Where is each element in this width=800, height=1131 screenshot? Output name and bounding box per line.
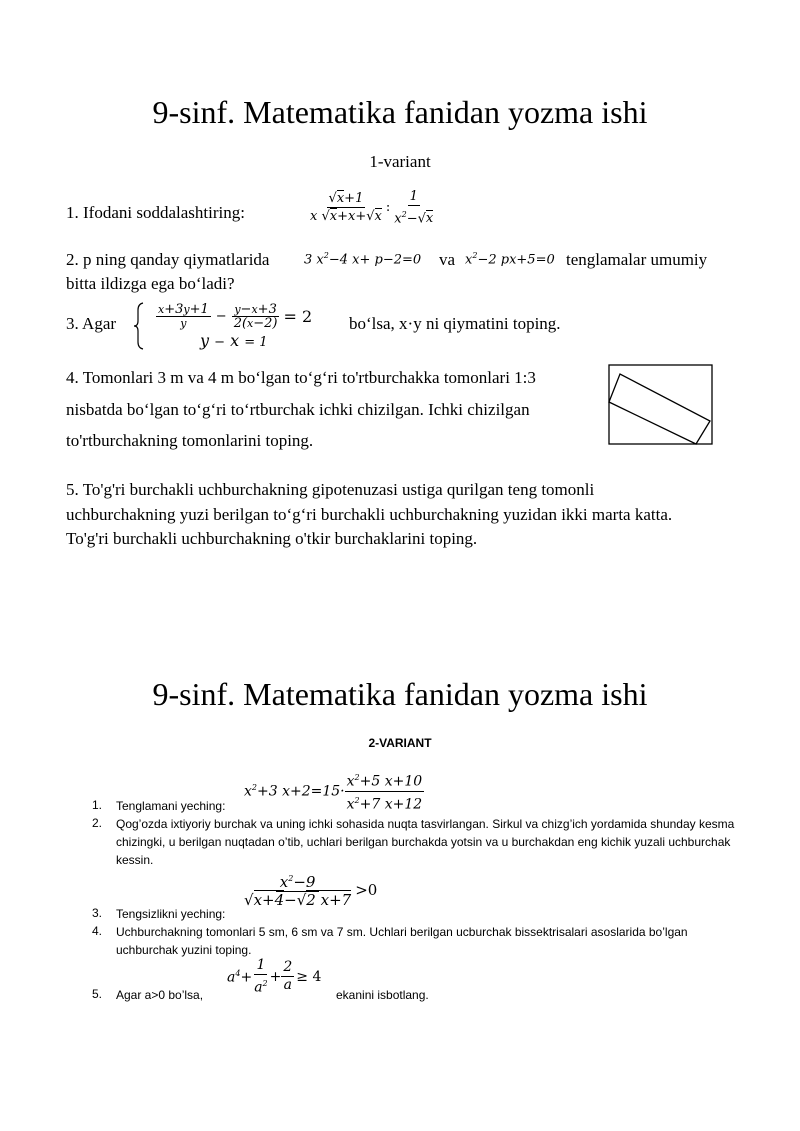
question-4-line-2: nisbatda bo‘lgan to‘g‘ri to‘rtburchak ichki chizilgan. Ichki chizilgan (66, 400, 530, 419)
question-3-prefix: 3. Agar (66, 314, 117, 333)
item-5-number: 5. (92, 987, 103, 1001)
question-2-equation-2: $x^2-2$ px+5=0 (465, 251, 555, 268)
variant2-subtitle: 2-VARIANT (368, 736, 432, 750)
system-equation-1: $\frac{x+3y+1}{y}$ − $\frac{y-x+3}{2(x-2)}$ = 2 (158, 302, 313, 331)
item-1-equation: $x^2+3$ x+2=15· $\frac{x^2+5 x+10}{x^2+7 x+12}$ (244, 769, 424, 813)
question-2-equation-1: 3 $x^2-4$ x+ p−2=0 (304, 251, 422, 268)
question-5-line-1: 5. To'g'ri burchakli uchburchakning gipotenuzasi ustiga qurilgan teng tomonli (66, 480, 595, 499)
variant1-title: 9-sinf. Matematika fanidan yozma ishi (152, 94, 648, 130)
question-5-line-2: uchburchakning yuzi berilgan to‘g‘ri burchakli uchburchakning yuzidan ikki marta katta. (66, 505, 673, 524)
question-2-and: va (439, 250, 456, 269)
question-1-formula: $\frac{√x+1}{x √x+x+√x}$ : $\frac{1}{x^2-√x}$ (310, 189, 434, 227)
variant1-subtitle: 1-variant (369, 152, 431, 171)
question-1-text: 1. Ifodani soddalashtiring: (66, 203, 245, 222)
question-2-text-c: bitta ildizga ega bo‘ladi? (66, 274, 235, 293)
question-5-line-3: To'g'ri burchakli uchburchakning o'tkir burchaklarini toping. (66, 529, 478, 548)
item-3-text: Tengsizlikni yeching: (116, 907, 226, 921)
item-2-text: Qog’ozda ixtiyoriy burchak va uning ichki sohasida nuqta tasvirlangan. Sirkul va chizg’ich yordamida shunday kesma chizingki, u berilgan nuqtadan o’tib, uchlari berilgan burchakda yotsin va u burchakdan eng kichik yuzali uchburchak kessin. (116, 817, 735, 867)
item-3-number: 3. (92, 906, 103, 920)
question-4-line-3: to'rtburchakning tomonlarini toping. (66, 431, 314, 450)
item-1-number: 1. (92, 798, 103, 812)
question-4-line-1: 4. Tomonlari 3 m va 4 m bo‘lgan to‘g‘ri to'rtburchakka tomonlari 1:3 (66, 368, 536, 387)
question-2-text-b: tenglamalar umumiy (566, 250, 708, 269)
system-equation-2: y − x = 1 (200, 331, 268, 350)
item-4-number: 4. (92, 924, 103, 938)
question-2-text-a: 2. p ning qanday qiymatlarida (66, 250, 270, 269)
item-3-inequality: $\frac{x^2-9}{√x+4-√2 x+7}$ >0 (240, 870, 377, 909)
item-1-text: Tenglamani yeching: (116, 799, 226, 813)
inscribed-rectangle-figure (608, 364, 714, 451)
item-5-tail: ekanini isbotlang. (336, 988, 429, 1002)
item-5-text: Agar a>0 bo’lsa, (116, 988, 204, 1002)
question-3-suffix: bo‘lsa, x·y ni qiymatini toping. (349, 314, 561, 333)
item-5-inequality: $a^4+$ $\frac{1}{a^2}$ + $\frac{2}{a}$ ≥ 4 (227, 957, 322, 996)
item-4-text: Uchburchakning tomonlari 5 sm, 6 sm va 7 sm. Uchlari berilgan ucburchak bissektrisalari asoslarida bo’lgan uchburchak yuzini toping. (116, 925, 688, 957)
item-2-number: 2. (92, 816, 103, 830)
system-brace (132, 302, 146, 350)
variant2-title: 9-sinf. Matematika fanidan yozma ishi (152, 676, 648, 712)
